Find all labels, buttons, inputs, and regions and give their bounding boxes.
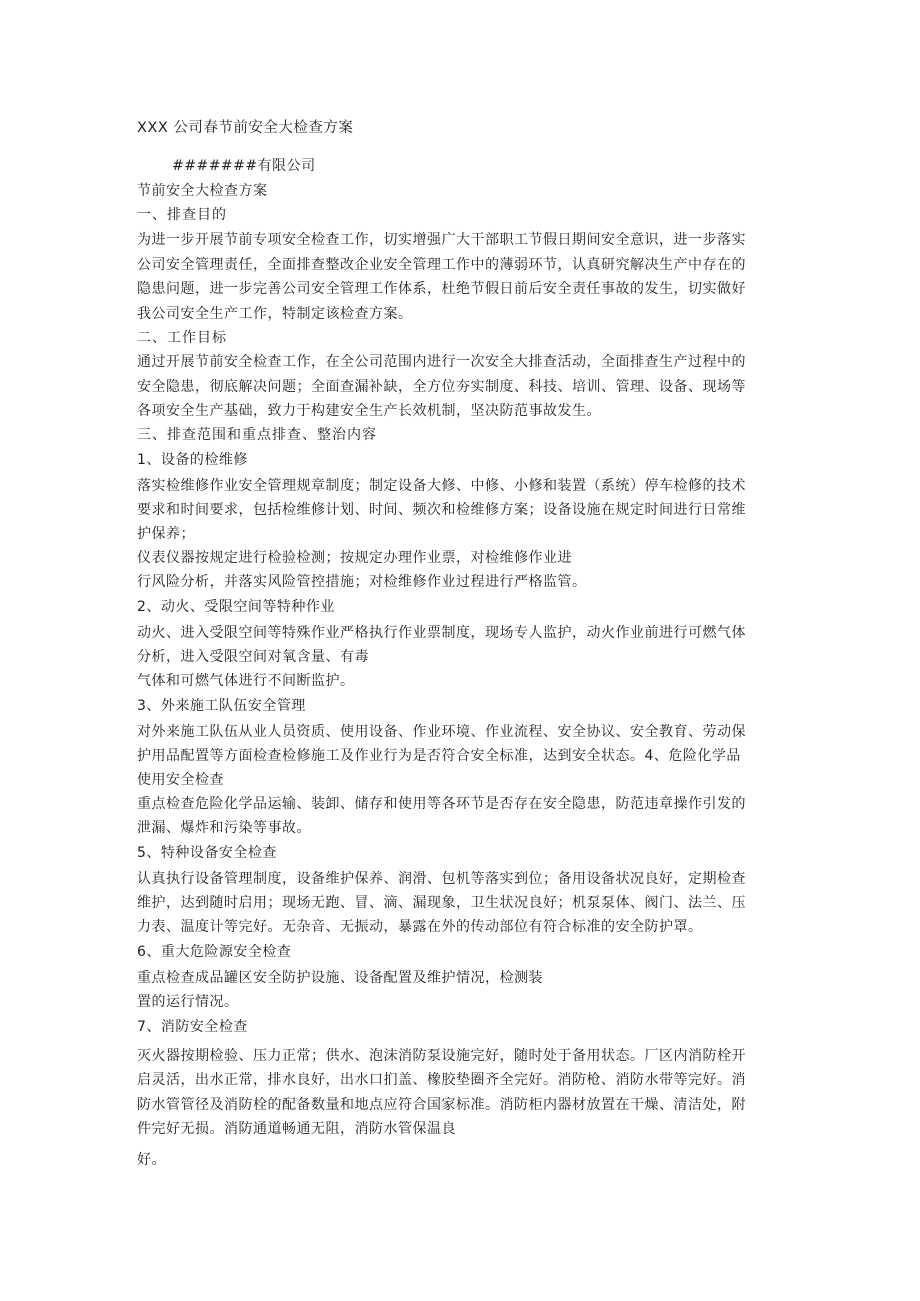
paragraph-line: 防水管管径及消防栓的配备数量和地点应符合国家标准。消防柜内器材放置在干燥、清洁处，附 — [137, 1097, 746, 1113]
paragraph-line: 行风险分析，并落实风险管控措施；对检维修作业过程进行严格监管。 — [137, 574, 587, 590]
paragraph-line: 各项安全生产基础，致力于构建安全生产长效机制，坚决防范事故发生。 — [137, 403, 601, 419]
paragraph-line: 气体和可燃气体进行不间断监护。 — [137, 673, 355, 689]
paragraph-line: 启灵活，出水正常，排水良好，出水口扪盖、橡胶垫圈齐全完好。消防枪、消防水带等完好。消 — [137, 1072, 746, 1088]
paragraph-line: 使用安全检查 — [137, 772, 224, 788]
paragraph-line: 仪表仪器按规定进行检验检测；按规定办理作业票，对检维修作业进 — [137, 550, 572, 566]
paragraph-line: 泄漏、爆炸和污染等事故。 — [137, 820, 311, 836]
paragraph-line: 好。 — [137, 1152, 166, 1168]
document-title: XXX 公司春节前安全大检查方案 — [137, 120, 354, 136]
subsection-heading: 5、特种设备安全检查 — [137, 845, 277, 861]
section-heading-2: 二、工作目标 — [137, 330, 227, 346]
paragraph-line: 我公司安全生产工作，特制定该检查方案。 — [137, 306, 413, 322]
paragraph-line: 安全隐患，彻底解决问题；全面查漏补缺，全方位夯实制度、科技、培训、管理、设备、现场等 — [137, 379, 746, 395]
subsection-heading: 6、重大危险源安全检查 — [137, 944, 292, 960]
paragraph-line: 为进一步开展节前专项安全检查工作，切实增强广大干部职工节假日期间安全意识，进一步落实 — [137, 232, 746, 248]
paragraph-line: 要求和时间要求，包括检维修计划、时间、频次和检维修方案；设备设施在规定时间进行日常维 — [137, 502, 746, 518]
document-subtitle: 节前安全大检查方案 — [137, 183, 268, 199]
company-name: #######有限公司 — [172, 158, 316, 174]
paragraph-line: 通过开展节前安全检查工作，在全公司范围内进行一次安全大排查活动，全面排查生产过程中的 — [137, 354, 746, 370]
paragraph-line: 护用品配置等方面检查检修施工及作业行为是否符合安全标准，达到安全状态。4、危险化学品 — [137, 748, 741, 764]
paragraph-line: 件完好无损。消防通道畅通无阻，消防水管保温良 — [137, 1121, 456, 1137]
paragraph-line: 认真执行设备管理制度，设备维护保养、润滑、包机等落实到位；备用设备状况良好，定期检查 — [137, 871, 746, 887]
paragraph-line: 置的运行情况。 — [137, 994, 239, 1010]
subsection-heading: 1、设备的检维修 — [137, 452, 248, 468]
paragraph-line: 灭火器按期检验、压力正常；供水、泡沫消防泵设施完好，随时处于备用状态。厂区内消防栓开 — [137, 1048, 746, 1064]
paragraph-line: 维护，达到随时启用；现场无跑、冒、滴、漏现象，卫生状况良好；机泵泵体、阀门、法兰、压 — [137, 895, 746, 911]
paragraph-line: 分析，进入受限空间对氧含量、有毒 — [137, 649, 369, 665]
subsection-heading: 2、动火、受限空间等特种作业 — [137, 599, 335, 615]
paragraph-line: 公司安全管理责任，全面排查整改企业安全管理工作中的薄弱环节，认真研究解决生产中存在的 — [137, 257, 746, 273]
paragraph-line: 护保养； — [137, 526, 195, 542]
paragraph-line: 对外来施工队伍从业人员资质、使用设备、作业环境、作业流程、安全协议、安全教育、劳动保 — [137, 724, 746, 740]
paragraph-line: 隐患问题，进一步完善公司安全管理工作体系，杜绝节假日前后安全责任事故的发生，切实做好 — [137, 281, 746, 297]
subsection-heading: 7、消防安全检查 — [137, 1019, 248, 1035]
paragraph-line: 重点检查成品罐区安全防护设施、设备配置及维护情况，检测装 — [137, 970, 543, 986]
paragraph-line: 落实检维修作业安全管理规章制度；制定设备大修、中修、小修和装置（系统）停车检修的技术 — [137, 478, 746, 494]
paragraph-line: 重点检查危险化学品运输、装卸、储存和使用等各环节是否存在安全隐患，防范违章操作引发的 — [137, 796, 746, 812]
paragraph-line: 动火、进入受限空间等特殊作业严格执行作业票制度，现场专人监护，动火作业前进行可燃气体 — [137, 625, 746, 641]
section-heading-1: 一、排查目的 — [137, 207, 227, 223]
paragraph-line: 力表、温度计等完好。无杂音、无振动，暴露在外的传动部位有符合标准的安全防护罩。 — [137, 919, 703, 935]
subsection-heading: 3、外来施工队伍安全管理 — [137, 698, 306, 714]
section-heading-3: 三、排查范围和重点排查、整治内容 — [137, 427, 377, 443]
